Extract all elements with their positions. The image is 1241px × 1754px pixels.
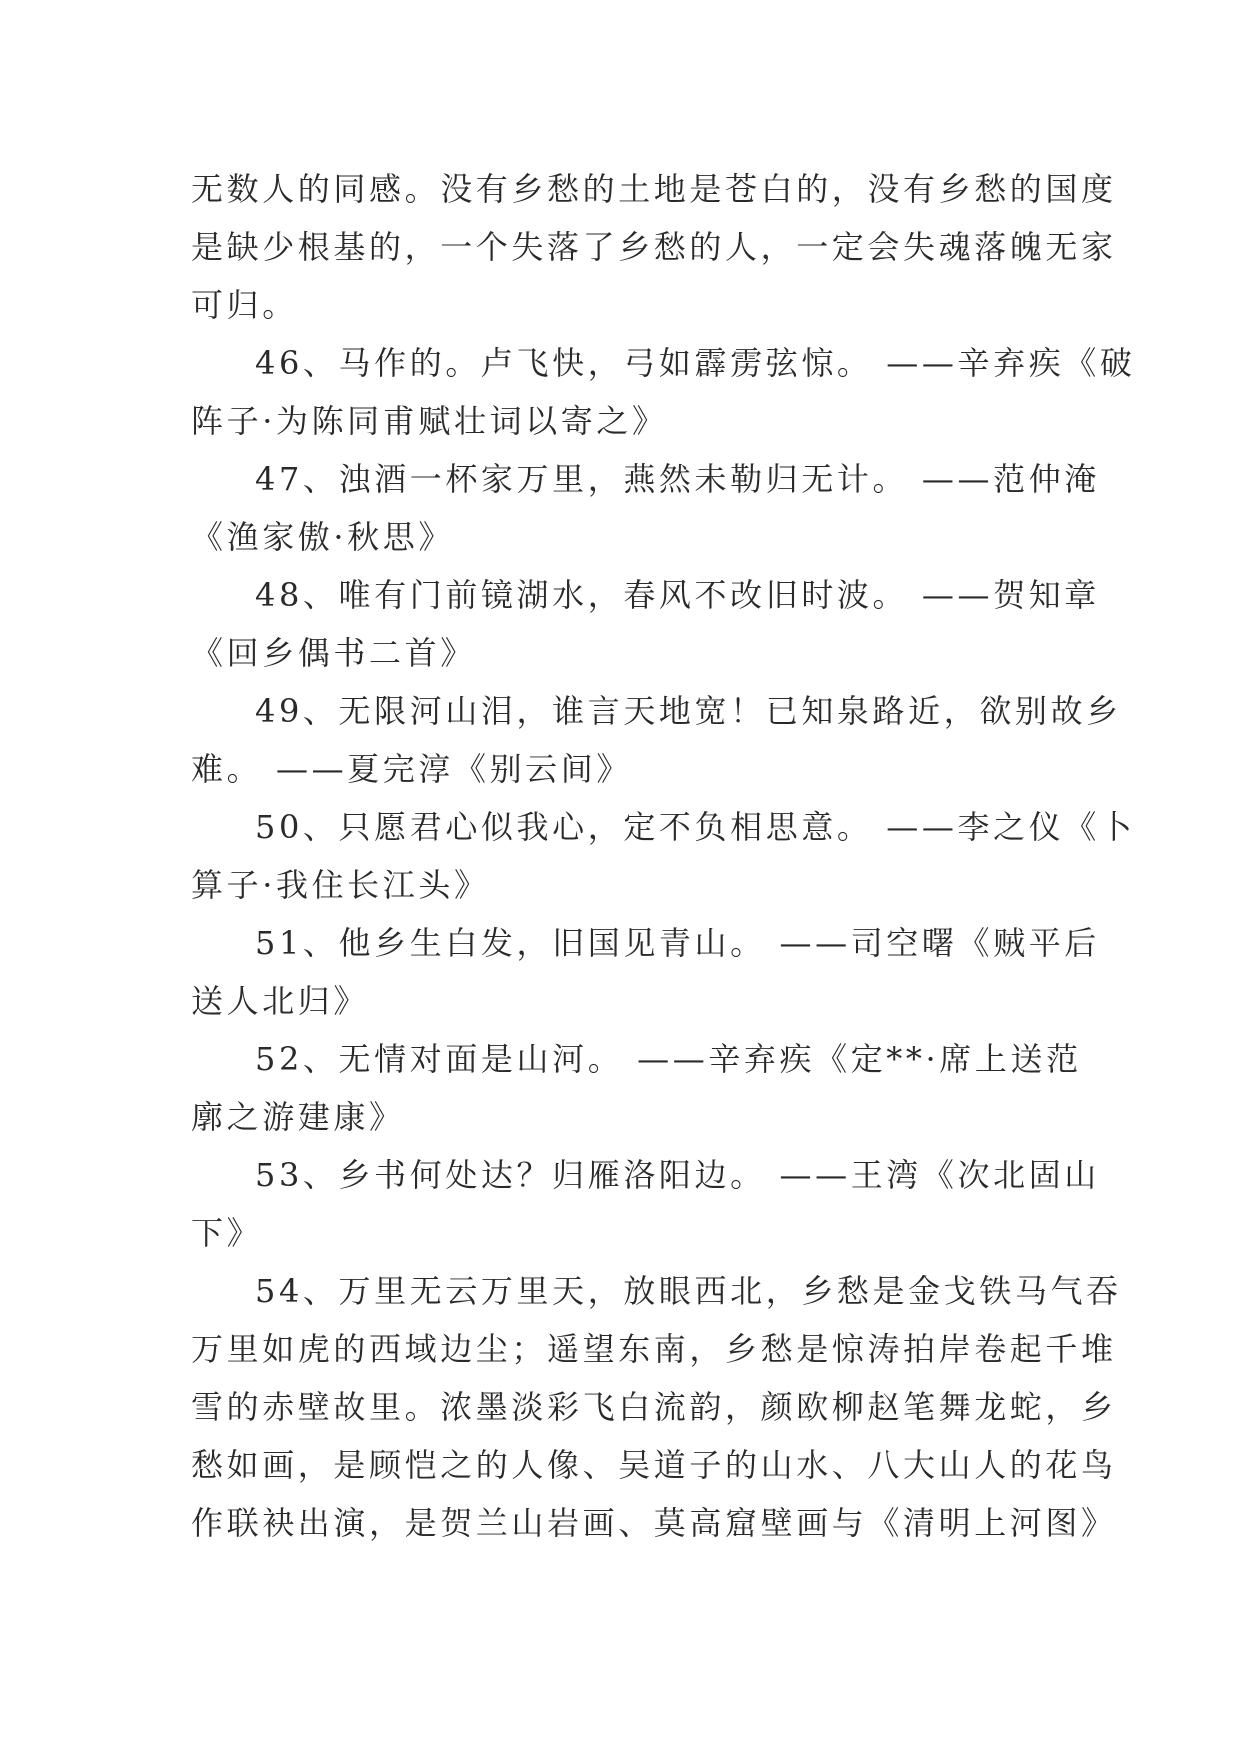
text-line: 53、乡书何处达？归雁洛阳边。 ——王湾《次北固山 [255, 1156, 1100, 1194]
quote-item-50 [191, 798, 1136, 914]
quote-item-51 [191, 914, 1100, 1030]
quote-item-49 [191, 682, 1122, 798]
text-line: 48、唯有门前镜湖水，春风不改旧时波。 ——贺知章 [255, 576, 1100, 614]
document-body [191, 160, 1136, 1552]
text-line: 万里如虎的西域边尘；遥望东南，乡愁是惊涛拍岸卷起千堆 [191, 1330, 1117, 1368]
paragraph-continuation [191, 160, 1117, 334]
text-line: 阵子·为陈同甫赋壮词以寄之》 [191, 402, 668, 440]
text-line: 难。 ——夏完淳《别云间》 [191, 750, 632, 788]
text-line: 作联袂出演，是贺兰山岩画、莫高窟壁画与《清明上河图》 [191, 1504, 1117, 1542]
text-line: 50、只愿君心似我心，定不负相思意。 ——李之仪《卜 [255, 808, 1136, 846]
quote-item-52 [191, 1030, 1082, 1146]
text-line: 雪的赤壁故里。浓墨淡彩飞白流韵，颜欧柳赵笔舞龙蛇，乡 [191, 1388, 1117, 1426]
quote-item-47 [191, 450, 1100, 566]
text-line: 算子·我住长江头》 [191, 866, 490, 904]
text-line: 廓之游建康》 [191, 1098, 405, 1136]
text-line: 54、万里无云万里天，放眼西北，乡愁是金戈铁马气吞 [255, 1272, 1122, 1310]
text-line: 52、无情对面是山河。 ——辛弃疾《定**·席上送范 [255, 1040, 1082, 1078]
text-line: 送人北归》 [191, 982, 370, 1020]
quote-item-54 [191, 1262, 1122, 1552]
text-line: 46、马作的。卢飞快，弓如霹雳弦惊。 ——辛弃疾《破 [255, 344, 1136, 382]
text-line: 49、无限河山泪，谁言天地宽！已知泉路近，欲别故乡 [255, 692, 1122, 730]
text-line: 47、浊酒一杯家万里，燕然未勒归无计。 ——范仲淹 [255, 460, 1100, 498]
text-line: 是缺少根基的，一个失落了乡愁的人，一定会失魂落魄无家 [191, 228, 1117, 266]
quote-item-53 [191, 1146, 1100, 1262]
quote-item-46 [191, 334, 1136, 450]
text-line: 《渔家傲·秋思》 [191, 518, 454, 556]
text-line: 可归。 [191, 286, 298, 324]
text-line: 下》 [191, 1214, 263, 1252]
text-line: 愁如画，是顾恺之的人像、吴道子的山水、八大山人的花鸟 [191, 1446, 1117, 1484]
quote-item-48 [191, 566, 1100, 682]
text-line: 《回乡偶书二首》 [191, 634, 476, 672]
text-line: 无数人的同感。没有乡愁的土地是苍白的，没有乡愁的国度 [191, 170, 1117, 208]
text-line: 51、他乡生白发，旧国见青山。 ——司空曙《贼平后 [255, 924, 1100, 962]
